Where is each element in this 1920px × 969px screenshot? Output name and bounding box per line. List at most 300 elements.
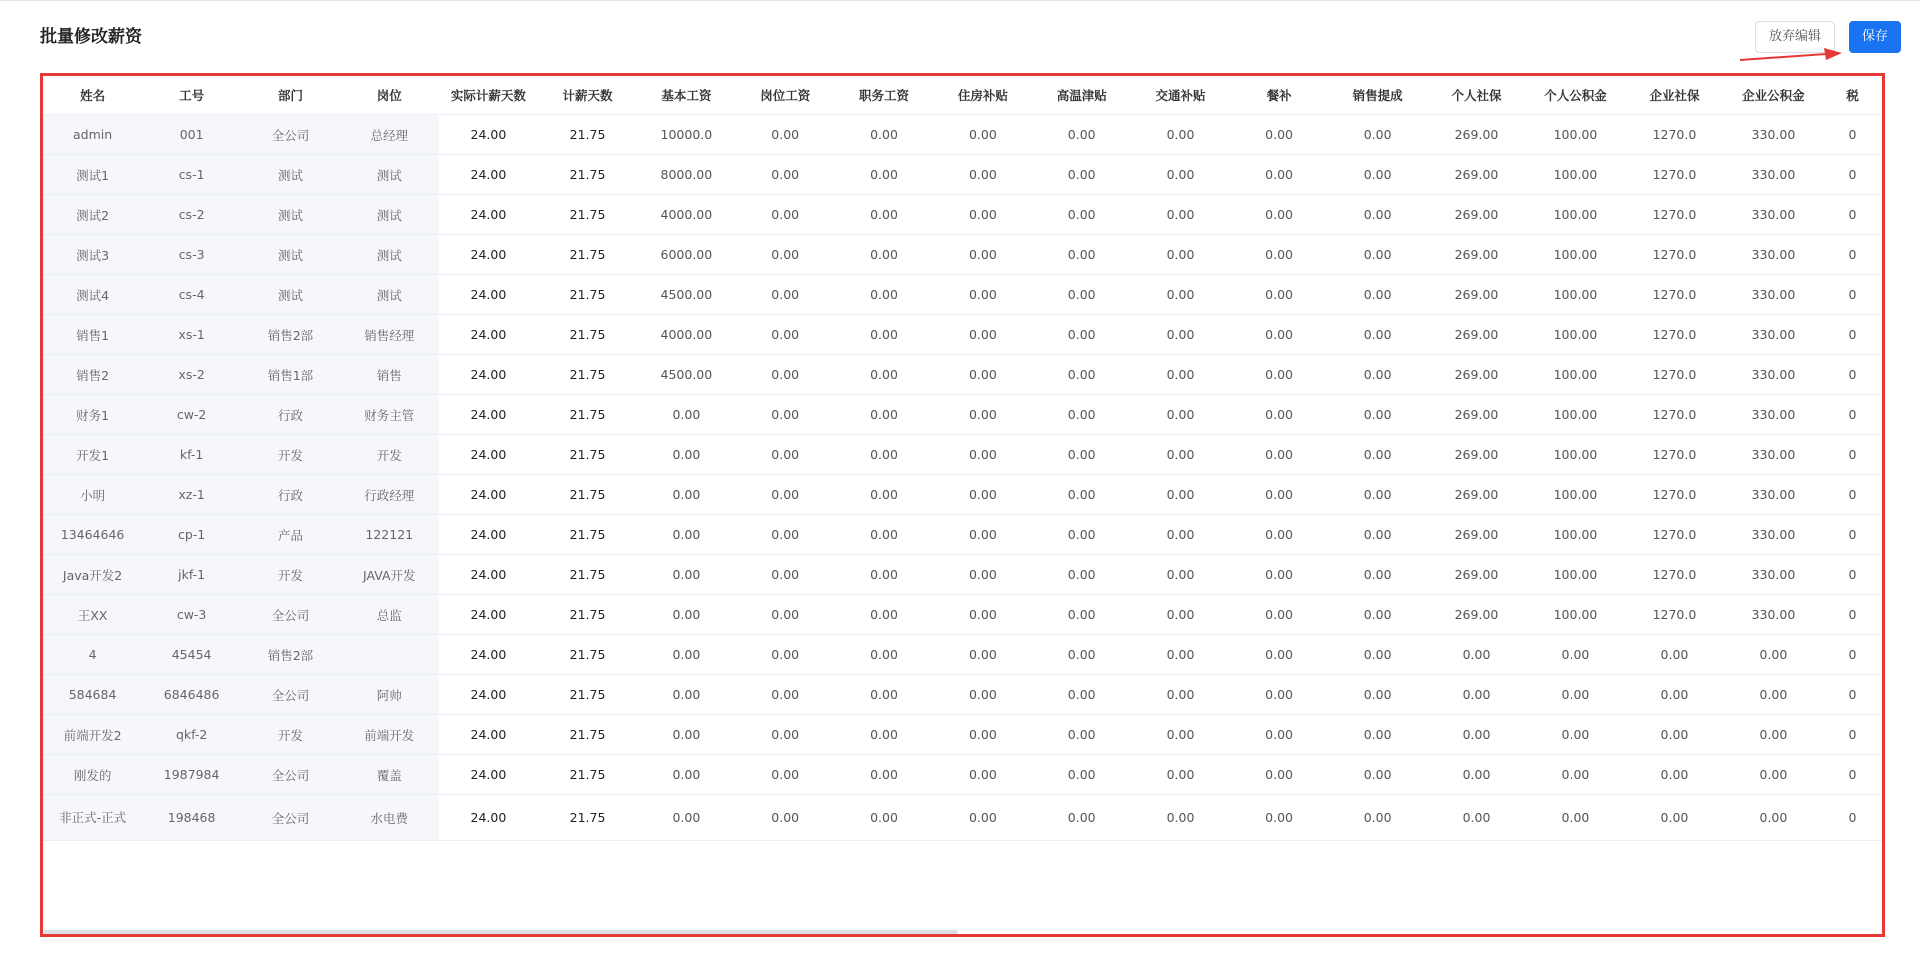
table-cell: 测试 (241, 275, 340, 315)
table-cell-editable[interactable]: 0.00 (933, 755, 1032, 795)
table-cell-editable[interactable]: 0.00 (1131, 475, 1230, 515)
table-cell-editable[interactable]: 0.00 (1131, 715, 1230, 755)
table-cell-editable[interactable]: 24.00 (439, 195, 538, 235)
table-cell-editable[interactable]: 0.00 (1032, 155, 1131, 195)
table-cell-editable[interactable]: 0.00 (736, 795, 835, 841)
table-cell-editable[interactable]: 0.00 (835, 195, 934, 235)
table-cell-editable[interactable]: 0 (1823, 435, 1882, 475)
table-cell: 测试4 (43, 275, 142, 315)
table-row (43, 635, 1882, 675)
table-cell-editable[interactable]: 1270.0 (1625, 595, 1724, 635)
table-cell-editable[interactable]: 0.00 (1032, 635, 1131, 675)
table-cell-editable[interactable]: 0.00 (1328, 715, 1427, 755)
table-cell-editable[interactable]: 0.00 (1131, 235, 1230, 275)
table-cell-editable[interactable]: 0.00 (835, 555, 934, 595)
table-cell-editable[interactable]: 0.00 (1328, 755, 1427, 795)
table-cell-editable[interactable]: 0.00 (1131, 515, 1230, 555)
table-cell-editable[interactable]: 0.00 (1625, 635, 1724, 675)
table-cell-editable[interactable]: 0.00 (736, 715, 835, 755)
table-cell-editable[interactable]: 0.00 (835, 795, 934, 841)
table-cell-editable[interactable]: 100.00 (1526, 515, 1625, 555)
table-cell-editable[interactable]: 0 (1823, 475, 1882, 515)
table-cell-editable[interactable]: 0.00 (1032, 715, 1131, 755)
table-cell-editable[interactable]: 0.00 (933, 795, 1032, 841)
table-cell-editable[interactable]: 6000.00 (637, 235, 736, 275)
table-cell-editable[interactable]: 0.00 (637, 515, 736, 555)
table-cell-editable[interactable]: 0.00 (1328, 315, 1427, 355)
table-cell-editable[interactable]: 1270.0 (1625, 275, 1724, 315)
table-cell-editable[interactable]: 330.00 (1724, 395, 1823, 435)
table-cell-editable[interactable]: 21.75 (538, 595, 637, 635)
table-cell-editable[interactable]: 0.00 (736, 195, 835, 235)
table-cell-editable[interactable]: 330.00 (1724, 595, 1823, 635)
table-cell-editable[interactable]: 0.00 (835, 475, 934, 515)
table-cell-editable[interactable]: 0.00 (637, 435, 736, 475)
table-cell-editable[interactable]: 0 (1823, 595, 1882, 635)
table-cell-editable[interactable]: 0.00 (1427, 755, 1526, 795)
table-cell-editable[interactable]: 0.00 (1625, 675, 1724, 715)
table-cell-editable[interactable]: 0.00 (637, 715, 736, 755)
table-cell-editable[interactable]: 0.00 (1328, 195, 1427, 235)
table-cell-editable[interactable]: 1270.0 (1625, 195, 1724, 235)
table-cell-editable[interactable]: 0.00 (933, 435, 1032, 475)
table-cell-editable[interactable]: 0.00 (637, 635, 736, 675)
table-cell-editable[interactable]: 0.00 (933, 195, 1032, 235)
table-cell-editable[interactable]: 0.00 (1625, 755, 1724, 795)
table-cell-editable[interactable]: 0.00 (736, 435, 835, 475)
table-cell-editable[interactable]: 269.00 (1427, 355, 1526, 395)
table-cell-editable[interactable]: 0 (1823, 795, 1882, 841)
table-cell-editable[interactable]: 0.00 (1230, 155, 1328, 195)
table-row (43, 795, 1882, 841)
table-cell-editable[interactable]: 100.00 (1526, 195, 1625, 235)
table-cell-editable[interactable]: 0.00 (1131, 155, 1230, 195)
table-cell-editable[interactable]: 0.00 (637, 555, 736, 595)
table-cell-editable[interactable]: 24.00 (439, 475, 538, 515)
table-cell-editable[interactable]: 0.00 (1328, 675, 1427, 715)
table-cell-editable[interactable]: 21.75 (538, 355, 637, 395)
table-cell-editable[interactable]: 1270.0 (1625, 515, 1724, 555)
table-cell-editable[interactable]: 0.00 (933, 555, 1032, 595)
table-cell-editable[interactable]: 330.00 (1724, 435, 1823, 475)
table-cell-editable[interactable]: 21.75 (538, 675, 637, 715)
table-cell-editable[interactable]: 0.00 (736, 355, 835, 395)
table-cell-editable[interactable]: 0.00 (1230, 515, 1328, 555)
table-cell-editable[interactable]: 0.00 (1427, 795, 1526, 841)
table-cell-editable[interactable]: 0.00 (1131, 395, 1230, 435)
table-cell-editable[interactable]: 0 (1823, 715, 1882, 755)
table-cell-editable[interactable]: 0.00 (1230, 395, 1328, 435)
table-cell-editable[interactable]: 0.00 (835, 635, 934, 675)
table-cell-editable[interactable]: 8000.00 (637, 155, 736, 195)
table-cell: 测试1 (43, 155, 142, 195)
table-cell-editable[interactable]: 100.00 (1526, 395, 1625, 435)
table-cell-editable[interactable]: 0.00 (835, 435, 934, 475)
table-cell-editable[interactable]: 0.00 (1131, 275, 1230, 315)
table-cell-editable[interactable]: 0.00 (835, 755, 934, 795)
table-cell-editable[interactable]: 0.00 (1230, 635, 1328, 675)
table-cell-editable[interactable]: 330.00 (1724, 115, 1823, 155)
table-cell-editable[interactable]: 100.00 (1526, 315, 1625, 355)
table-cell-editable[interactable]: 100.00 (1526, 115, 1625, 155)
table-cell-editable[interactable]: 0.00 (933, 315, 1032, 355)
table-cell-editable[interactable]: 24.00 (439, 275, 538, 315)
table-cell-editable[interactable]: 0.00 (1131, 635, 1230, 675)
table-cell-editable[interactable]: 0.00 (933, 675, 1032, 715)
table-cell-editable[interactable]: 0.00 (1032, 755, 1131, 795)
table-cell-editable[interactable]: 330.00 (1724, 475, 1823, 515)
table-cell-editable[interactable]: 21.75 (538, 715, 637, 755)
table-cell-editable[interactable]: 0.00 (736, 515, 835, 555)
table-row (43, 755, 1882, 795)
table-cell-editable[interactable]: 1270.0 (1625, 475, 1724, 515)
table-cell-editable[interactable]: 0.00 (933, 355, 1032, 395)
table-cell-editable[interactable]: 24.00 (439, 395, 538, 435)
table-cell-editable[interactable]: 0.00 (1032, 555, 1131, 595)
column-header: 岗位工资 (736, 76, 835, 115)
table-cell-editable[interactable]: 0 (1823, 395, 1882, 435)
table-cell-editable[interactable]: 0.00 (1230, 715, 1328, 755)
table-cell-editable[interactable]: 330.00 (1724, 235, 1823, 275)
table-cell-editable[interactable]: 0.00 (835, 715, 934, 755)
table-cell-editable[interactable]: 0.00 (1724, 755, 1823, 795)
table-cell-editable[interactable]: 21.75 (538, 555, 637, 595)
table-cell-editable[interactable]: 0.00 (1230, 755, 1328, 795)
table-cell-editable[interactable]: 24.00 (439, 715, 538, 755)
table-cell-editable[interactable]: 0.00 (1131, 435, 1230, 475)
table-cell: 销售2 (43, 355, 142, 395)
table-cell-editable[interactable]: 269.00 (1427, 555, 1526, 595)
table-cell-editable[interactable]: 0.00 (1131, 595, 1230, 635)
table-cell-editable[interactable]: 24.00 (439, 115, 538, 155)
table-cell-editable[interactable]: 0.00 (1131, 675, 1230, 715)
table-cell-editable[interactable]: 0.00 (835, 275, 934, 315)
table-cell-editable[interactable]: 0.00 (1230, 595, 1328, 635)
table-cell-editable[interactable]: 24.00 (439, 235, 538, 275)
table-cell-editable[interactable]: 0.00 (1625, 795, 1724, 841)
table-cell-editable[interactable]: 0.00 (1032, 315, 1131, 355)
table-cell-editable[interactable]: 0.00 (1328, 635, 1427, 675)
table-cell-editable[interactable]: 0.00 (1230, 435, 1328, 475)
table-cell-editable[interactable]: 21.75 (538, 515, 637, 555)
table-cell-editable[interactable]: 1270.0 (1625, 235, 1724, 275)
table-cell-editable[interactable]: 24.00 (439, 315, 538, 355)
table-cell: 销售1部 (241, 355, 340, 395)
table-cell-editable[interactable]: 0.00 (933, 635, 1032, 675)
table-cell-editable[interactable]: 0.00 (1328, 395, 1427, 435)
table-cell-editable[interactable]: 269.00 (1427, 155, 1526, 195)
table-cell-editable[interactable]: 0.00 (1328, 355, 1427, 395)
table-cell-editable[interactable]: 1270.0 (1625, 555, 1724, 595)
table-row (43, 675, 1882, 715)
table-cell-editable[interactable]: 0.00 (1625, 715, 1724, 755)
table-cell-editable[interactable]: 0.00 (1032, 795, 1131, 841)
table-cell-editable[interactable]: 0.00 (1230, 795, 1328, 841)
table-cell-editable[interactable]: 0 (1823, 315, 1882, 355)
table-cell-editable[interactable]: 0.00 (1131, 795, 1230, 841)
table-cell-editable[interactable]: 0.00 (835, 675, 934, 715)
table-cell-editable[interactable]: 0 (1823, 515, 1882, 555)
table-cell-editable[interactable]: 269.00 (1427, 475, 1526, 515)
table-cell-editable[interactable]: 21.75 (538, 755, 637, 795)
table-row (43, 435, 1882, 475)
table-cell-editable[interactable]: 0.00 (637, 755, 736, 795)
table-cell-editable[interactable]: 0.00 (933, 155, 1032, 195)
table-cell-editable[interactable]: 330.00 (1724, 515, 1823, 555)
table-cell-editable[interactable]: 21.75 (538, 275, 637, 315)
table-cell-editable[interactable]: 21.75 (538, 395, 637, 435)
table-cell-editable[interactable]: 0 (1823, 635, 1882, 675)
table-cell-editable[interactable]: 330.00 (1724, 275, 1823, 315)
table-cell-editable[interactable]: 0.00 (835, 515, 934, 555)
table-cell-editable[interactable]: 0.00 (1724, 795, 1823, 841)
table-cell-editable[interactable]: 0.00 (933, 515, 1032, 555)
page-title: 批量修改薪资 (40, 27, 142, 47)
table-cell-editable[interactable]: 100.00 (1526, 555, 1625, 595)
table-cell-editable[interactable]: 4500.00 (637, 275, 736, 315)
table-cell-editable[interactable]: 4000.00 (637, 195, 736, 235)
table-cell: 测试 (340, 235, 439, 275)
table-cell-editable[interactable]: 100.00 (1526, 155, 1625, 195)
table-cell-editable[interactable]: 0.00 (1328, 595, 1427, 635)
table-cell-editable[interactable]: 0.00 (1328, 155, 1427, 195)
table-cell-editable[interactable]: 24.00 (439, 755, 538, 795)
table-cell-editable[interactable]: 0.00 (1230, 315, 1328, 355)
table-cell-editable[interactable]: 330.00 (1724, 355, 1823, 395)
table-cell-editable[interactable]: 0.00 (1328, 795, 1427, 841)
table-cell-editable[interactable]: 1270.0 (1625, 395, 1724, 435)
table-cell-editable[interactable]: 0.00 (1328, 475, 1427, 515)
table-cell-editable[interactable]: 0.00 (1032, 435, 1131, 475)
salary-table (43, 76, 1882, 841)
table-cell-editable[interactable]: 0.00 (835, 595, 934, 635)
table-cell-editable[interactable]: 0.00 (1230, 275, 1328, 315)
table-cell-editable[interactable]: 269.00 (1427, 275, 1526, 315)
table-cell-editable[interactable]: 0.00 (1328, 115, 1427, 155)
table-cell-editable[interactable]: 0.00 (835, 395, 934, 435)
table-cell-editable[interactable]: 21.75 (538, 195, 637, 235)
table-cell-editable[interactable]: 0.00 (736, 395, 835, 435)
table-cell-editable[interactable]: 0.00 (933, 115, 1032, 155)
table-cell-editable[interactable]: 0.00 (1230, 355, 1328, 395)
column-header: 部门 (241, 76, 340, 115)
table-cell-editable[interactable]: 0.00 (1032, 515, 1131, 555)
table-cell-editable[interactable]: 269.00 (1427, 515, 1526, 555)
table-cell-editable[interactable]: 0.00 (1526, 675, 1625, 715)
table-cell-editable[interactable]: 0.00 (637, 795, 736, 841)
table-cell-editable[interactable]: 0.00 (1230, 475, 1328, 515)
table-cell-editable[interactable]: 330.00 (1724, 315, 1823, 355)
table-cell-editable[interactable]: 0.00 (835, 235, 934, 275)
horizontal-scrollbar[interactable] (43, 930, 958, 934)
table-cell: 前端开发 (340, 715, 439, 755)
table-cell-editable[interactable]: 0.00 (1526, 755, 1625, 795)
table-cell-editable[interactable]: 269.00 (1427, 195, 1526, 235)
table-cell-editable[interactable]: 0 (1823, 155, 1882, 195)
table-cell-editable[interactable]: 0.00 (1427, 715, 1526, 755)
table-cell-editable[interactable]: 0.00 (933, 475, 1032, 515)
table-cell: 全公司 (241, 755, 340, 795)
table-cell-editable[interactable]: 0.00 (637, 675, 736, 715)
table-cell-editable[interactable]: 1270.0 (1625, 155, 1724, 195)
table-cell-editable[interactable]: 4000.00 (637, 315, 736, 355)
table-cell-editable[interactable]: 0.00 (1131, 315, 1230, 355)
table-cell-editable[interactable]: 0.00 (736, 275, 835, 315)
table-cell-editable[interactable]: 100.00 (1526, 235, 1625, 275)
table-cell: 覆盖 (340, 755, 439, 795)
table-cell-editable[interactable]: 21.75 (538, 475, 637, 515)
table-cell-editable[interactable]: 0 (1823, 755, 1882, 795)
table-cell-editable[interactable]: 0.00 (1032, 235, 1131, 275)
table-cell-editable[interactable]: 0.00 (1032, 595, 1131, 635)
table-cell-editable[interactable]: 0.00 (736, 235, 835, 275)
table-cell-editable[interactable]: 0.00 (1526, 715, 1625, 755)
table-cell-editable[interactable]: 0.00 (1131, 755, 1230, 795)
table-cell-editable[interactable]: 0.00 (736, 475, 835, 515)
table-cell-editable[interactable]: 21.75 (538, 115, 637, 155)
table-cell-editable[interactable]: 24.00 (439, 795, 538, 841)
table-cell: 行政 (241, 395, 340, 435)
table-cell-editable[interactable]: 0.00 (1131, 355, 1230, 395)
table-cell-editable[interactable]: 21.75 (538, 795, 637, 841)
table-cell-editable[interactable]: 0.00 (1032, 275, 1131, 315)
table-cell-editable[interactable]: 0.00 (1131, 195, 1230, 235)
table-cell-editable[interactable]: 24.00 (439, 155, 538, 195)
table-cell-editable[interactable]: 0.00 (1032, 395, 1131, 435)
table-cell: 测试 (340, 275, 439, 315)
table-cell-editable[interactable]: 269.00 (1427, 595, 1526, 635)
table-cell-editable[interactable]: 0.00 (1230, 115, 1328, 155)
table-cell-editable[interactable]: 0.00 (1032, 115, 1131, 155)
table-cell-editable[interactable]: 0.00 (933, 715, 1032, 755)
table-cell-editable[interactable]: 0.00 (1526, 795, 1625, 841)
table-cell-editable[interactable]: 0.00 (835, 115, 934, 155)
table-cell-editable[interactable]: 0.00 (1230, 675, 1328, 715)
table-cell-editable[interactable]: 100.00 (1526, 355, 1625, 395)
table-cell-editable[interactable]: 100.00 (1526, 435, 1625, 475)
table-cell-editable[interactable]: 0.00 (835, 315, 934, 355)
table-cell-editable[interactable]: 0.00 (637, 475, 736, 515)
table-cell-editable[interactable]: 100.00 (1526, 595, 1625, 635)
table-cell-editable[interactable]: 0.00 (1032, 475, 1131, 515)
table-cell-editable[interactable]: 24.00 (439, 515, 538, 555)
table-cell-editable[interactable]: 0.00 (1328, 555, 1427, 595)
table-cell-editable[interactable]: 330.00 (1724, 155, 1823, 195)
table-cell-editable[interactable]: 0.00 (1328, 235, 1427, 275)
table-cell-editable[interactable]: 24.00 (439, 635, 538, 675)
table-cell-editable[interactable]: 24.00 (439, 595, 538, 635)
table-cell-editable[interactable]: 0.00 (1032, 355, 1131, 395)
table-cell-editable[interactable]: 0.00 (1032, 195, 1131, 235)
table-cell-editable[interactable]: 0.00 (736, 755, 835, 795)
table-cell-editable[interactable]: 269.00 (1427, 235, 1526, 275)
table-cell-editable[interactable]: 0.00 (736, 675, 835, 715)
table-cell-editable[interactable]: 0.00 (1427, 675, 1526, 715)
table-cell-editable[interactable]: 100.00 (1526, 275, 1625, 315)
table-cell-editable[interactable]: 0 (1823, 235, 1882, 275)
table-cell-editable[interactable]: 0 (1823, 275, 1882, 315)
table-cell-editable[interactable]: 0.00 (1427, 635, 1526, 675)
table-row (43, 115, 1882, 155)
table-cell-editable[interactable]: 0.00 (1230, 195, 1328, 235)
table-cell-editable[interactable]: 0 (1823, 675, 1882, 715)
table-cell: 测试 (241, 155, 340, 195)
table-cell-editable[interactable]: 0.00 (933, 395, 1032, 435)
table-cell-editable[interactable]: 1270.0 (1625, 435, 1724, 475)
table-cell-editable[interactable]: 0 (1823, 195, 1882, 235)
table-cell-editable[interactable]: 21.75 (538, 235, 637, 275)
table-cell-editable[interactable]: 0.00 (1032, 675, 1131, 715)
table-cell-editable[interactable]: 0.00 (1230, 555, 1328, 595)
table-cell-editable[interactable]: 100.00 (1526, 475, 1625, 515)
discard-edit-button[interactable]: 放弃编辑 (1755, 21, 1835, 53)
table-cell-editable[interactable]: 0.00 (1131, 555, 1230, 595)
table-cell-editable[interactable]: 269.00 (1427, 115, 1526, 155)
table-cell-editable[interactable]: 0.00 (1724, 715, 1823, 755)
table-cell-editable[interactable]: 24.00 (439, 355, 538, 395)
table-cell: 开发 (340, 435, 439, 475)
table-cell-editable[interactable]: 1270.0 (1625, 115, 1724, 155)
table-cell-editable[interactable]: 24.00 (439, 675, 538, 715)
table-cell-editable[interactable]: 269.00 (1427, 315, 1526, 355)
table-cell-editable[interactable]: 0.00 (1328, 435, 1427, 475)
column-header: 工号 (142, 76, 241, 115)
table-cell-editable[interactable]: 0.00 (933, 275, 1032, 315)
table-cell-editable[interactable]: 10000.0 (637, 115, 736, 155)
table-cell-editable[interactable]: 0.00 (933, 595, 1032, 635)
table-cell-editable[interactable]: 330.00 (1724, 195, 1823, 235)
table-cell-editable[interactable]: 0.00 (835, 155, 934, 195)
table-cell-editable[interactable]: 1270.0 (1625, 355, 1724, 395)
table-cell-editable[interactable]: 0 (1823, 555, 1882, 595)
table-cell-editable[interactable]: 21.75 (538, 435, 637, 475)
table-cell-editable[interactable]: 0.00 (1328, 515, 1427, 555)
table-cell-editable[interactable]: 330.00 (1724, 555, 1823, 595)
table-cell-editable[interactable]: 0.00 (835, 355, 934, 395)
table-cell-editable[interactable]: 0 (1823, 115, 1882, 155)
top-divider (0, 0, 1920, 1)
table-cell-editable[interactable]: 24.00 (439, 435, 538, 475)
table-cell-editable[interactable]: 0.00 (1526, 635, 1625, 675)
table-cell-editable[interactable]: 0 (1823, 355, 1882, 395)
table-cell-editable[interactable]: 269.00 (1427, 435, 1526, 475)
table-cell-editable[interactable]: 269.00 (1427, 395, 1526, 435)
table-cell-editable[interactable]: 24.00 (439, 555, 538, 595)
table-cell-editable[interactable]: 0.00 (1328, 275, 1427, 315)
table-cell-editable[interactable]: 0.00 (1724, 675, 1823, 715)
table-row (43, 355, 1882, 395)
table-cell-editable[interactable]: 0.00 (637, 595, 736, 635)
table-cell-editable[interactable]: 0.00 (736, 115, 835, 155)
table-cell-editable[interactable]: 0.00 (1230, 235, 1328, 275)
table-cell-editable[interactable]: 21.75 (538, 155, 637, 195)
table-cell-editable[interactable]: 0.00 (736, 555, 835, 595)
table-cell-editable[interactable]: 0.00 (933, 235, 1032, 275)
table-cell-editable[interactable]: 1270.0 (1625, 315, 1724, 355)
table-cell-editable[interactable]: 0.00 (1724, 635, 1823, 675)
table-cell-editable[interactable]: 0.00 (637, 395, 736, 435)
save-button[interactable]: 保存 (1849, 21, 1901, 53)
table-cell: 测试 (340, 195, 439, 235)
table-cell-editable[interactable]: 21.75 (538, 315, 637, 355)
table-cell-editable[interactable]: 21.75 (538, 635, 637, 675)
table-cell-editable[interactable]: 0.00 (736, 595, 835, 635)
table-cell-editable[interactable]: 0.00 (736, 635, 835, 675)
table-cell-editable[interactable]: 0.00 (736, 315, 835, 355)
table-cell-editable[interactable]: 0.00 (736, 155, 835, 195)
table-cell-editable[interactable]: 4500.00 (637, 355, 736, 395)
table-cell-editable[interactable]: 0.00 (1131, 115, 1230, 155)
